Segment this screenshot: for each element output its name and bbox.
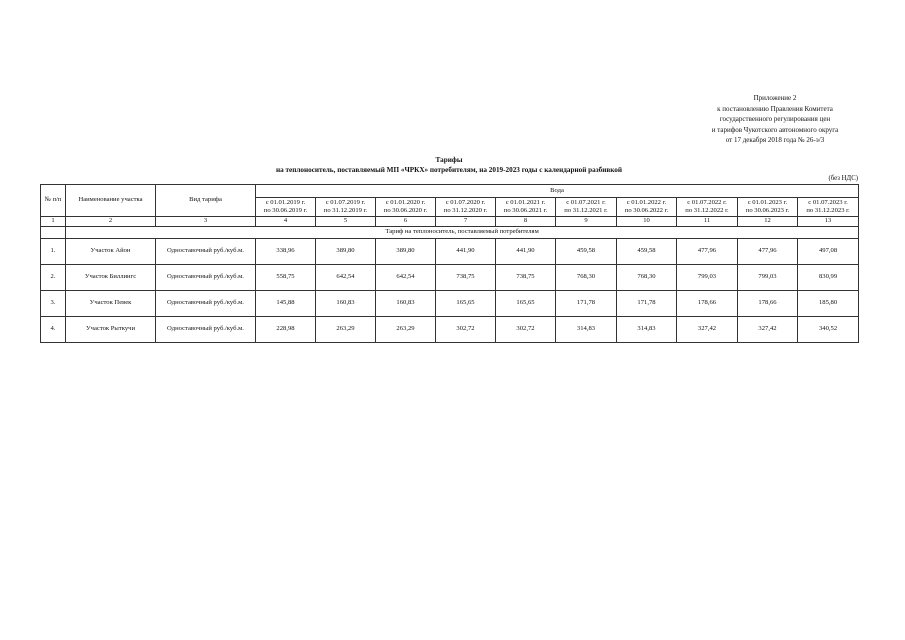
header-type: Вид тарифа — [156, 185, 256, 217]
tariff-value: 799,03 — [738, 265, 798, 291]
appendix-line: Приложение 2 — [753, 94, 797, 102]
tariff-value: 340,52 — [798, 317, 859, 343]
column-number: 7 — [436, 217, 496, 227]
row-number: 2. — [41, 265, 66, 291]
tariff-value: 477,96 — [738, 239, 798, 265]
tariff-value: 642,54 — [316, 265, 376, 291]
column-number: 5 — [316, 217, 376, 227]
tariff-value: 327,42 — [677, 317, 738, 343]
period-header — [798, 198, 859, 217]
column-number: 1 — [41, 217, 66, 227]
tariff-value: 302,72 — [436, 317, 496, 343]
tariff-value: 642,54 — [376, 265, 436, 291]
tariff-value: 441,90 — [496, 239, 556, 265]
tariff-type: Одноставочный руб./куб.м. — [156, 265, 256, 291]
row-number: 1. — [41, 239, 66, 265]
row-number: 4. — [41, 317, 66, 343]
header-row-group — [41, 185, 859, 198]
column-number: 10 — [617, 217, 677, 227]
tariff-value: 459,58 — [617, 239, 677, 265]
table-row — [41, 265, 859, 291]
period-from: с 01.07.2022 г. — [687, 198, 727, 206]
section-label: Тариф на теплоноситель, поставляемый потребителям — [66, 227, 859, 239]
site-name: Участок Рыткучи — [66, 317, 156, 343]
tariff-value: 178,66 — [738, 291, 798, 317]
period-to: по 30.06.2023 г. — [745, 207, 790, 214]
table-row — [41, 239, 859, 265]
column-number: 2 — [66, 217, 156, 227]
appendix-block — [650, 93, 900, 146]
period-to: по 30.06.2022 г. — [624, 207, 669, 214]
tariff-value: 165,65 — [496, 291, 556, 317]
tariff-value: 263,29 — [376, 317, 436, 343]
table-row — [41, 291, 859, 317]
tariff-value: 389,80 — [376, 239, 436, 265]
tariff-value: 768,30 — [617, 265, 677, 291]
period-header — [256, 198, 316, 217]
period-header — [436, 198, 496, 217]
section-empty-cell — [41, 227, 66, 239]
tariff-value: 165,65 — [436, 291, 496, 317]
tariff-value: 338,96 — [256, 239, 316, 265]
tariff-type: Одноставочный руб./куб.м. — [156, 291, 256, 317]
tariff-value: 799,03 — [677, 265, 738, 291]
tariff-type: Одноставочный руб./куб.м. — [156, 317, 256, 343]
tariff-value: 327,42 — [738, 317, 798, 343]
period-to: по 31.12.2022 г. — [685, 207, 729, 214]
period-to: по 31.12.2019 г. — [323, 207, 368, 214]
period-from: с 01.01.2023 г. — [747, 198, 788, 206]
tariff-value: 738,75 — [496, 265, 556, 291]
period-header — [617, 198, 677, 217]
tariff-value: 228,98 — [256, 317, 316, 343]
period-from: с 01.01.2020 г. — [385, 198, 426, 206]
period-to: по 30.06.2021 г. — [503, 207, 548, 214]
tariff-value: 738,75 — [436, 265, 496, 291]
column-number: 3 — [156, 217, 256, 227]
tariff-table — [40, 184, 859, 343]
period-header — [738, 198, 798, 217]
period-from: с 01.01.2022 г. — [626, 198, 667, 206]
vat-note: (без НДС) — [828, 175, 858, 182]
tariff-value: 178,66 — [677, 291, 738, 317]
tariff-value: 314,83 — [617, 317, 677, 343]
appendix-line: к постановлению Правления Комитета — [717, 104, 833, 113]
column-number: 8 — [496, 217, 556, 227]
header-num: № п/п — [41, 185, 66, 217]
column-number: 13 — [798, 217, 859, 227]
header-site: Наименование участка — [66, 185, 156, 217]
appendix-line: и тарифов Чукотского автономного округа — [711, 125, 839, 134]
tariff-value: 441,90 — [436, 239, 496, 265]
tariff-value: 145,88 — [256, 291, 316, 317]
appendix-line: государственного регулирования цен — [719, 115, 831, 124]
column-number: 4 — [256, 217, 316, 227]
period-to: по 30.06.2019 г. — [263, 207, 308, 214]
period-to: по 30.06.2020 г. — [383, 207, 428, 214]
tariff-value: 185,80 — [798, 291, 859, 317]
period-header — [556, 198, 617, 217]
period-from: с 01.07.2020 г. — [445, 198, 486, 206]
header-row-column-numbers — [41, 217, 859, 227]
period-to: по 31.12.2021 г. — [564, 207, 608, 214]
period-header — [376, 198, 436, 217]
document-title: Тарифы — [435, 156, 463, 164]
site-name: Участок Певек — [66, 291, 156, 317]
tariff-value: 263,29 — [316, 317, 376, 343]
tariff-type: Одноставочный руб./куб.м. — [156, 239, 256, 265]
tariff-value: 302,72 — [496, 317, 556, 343]
tariff-value: 768,30 — [556, 265, 617, 291]
period-from: с 01.07.2021 г. — [566, 198, 606, 206]
document-subtitle: на теплоноситель, поставляемый МП «ЧРКХ» потребителям, на 2019-2023 годы с календарной разбивкой — [275, 166, 623, 174]
row-number: 3. — [41, 291, 66, 317]
tariff-value: 830,99 — [798, 265, 859, 291]
period-header — [496, 198, 556, 217]
period-from: с 01.01.2021 г. — [505, 198, 546, 206]
appendix-line: от 17 декабря 2018 года № 26-э/3 — [725, 136, 825, 145]
tariff-value: 160,83 — [316, 291, 376, 317]
tariff-value: 171,78 — [556, 291, 617, 317]
period-from: с 01.07.2019 г. — [325, 198, 366, 206]
tariff-value: 477,96 — [677, 239, 738, 265]
tariff-value: 459,58 — [556, 239, 617, 265]
site-name: Участок Айон — [66, 239, 156, 265]
column-number: 9 — [556, 217, 617, 227]
column-number: 12 — [738, 217, 798, 227]
table-row — [41, 317, 859, 343]
tariff-value: 171,78 — [617, 291, 677, 317]
section-row — [41, 227, 859, 239]
period-from: с 01.07.2023 г. — [808, 198, 848, 206]
column-number: 11 — [677, 217, 738, 227]
period-to: по 31.12.2023 г. — [806, 207, 850, 214]
header-water: Вода — [256, 185, 859, 198]
period-to: по 31.12.2020 г. — [443, 207, 488, 214]
tariff-value: 558,75 — [256, 265, 316, 291]
tariff-value: 497,08 — [798, 239, 859, 265]
period-header — [316, 198, 376, 217]
tariff-value: 389,80 — [316, 239, 376, 265]
period-header — [677, 198, 738, 217]
tariff-value: 160,83 — [376, 291, 436, 317]
site-name: Участок Биллингс — [66, 265, 156, 291]
tariff-value: 314,83 — [556, 317, 617, 343]
column-number: 6 — [376, 217, 436, 227]
period-from: с 01.01.2019 г. — [265, 198, 306, 206]
